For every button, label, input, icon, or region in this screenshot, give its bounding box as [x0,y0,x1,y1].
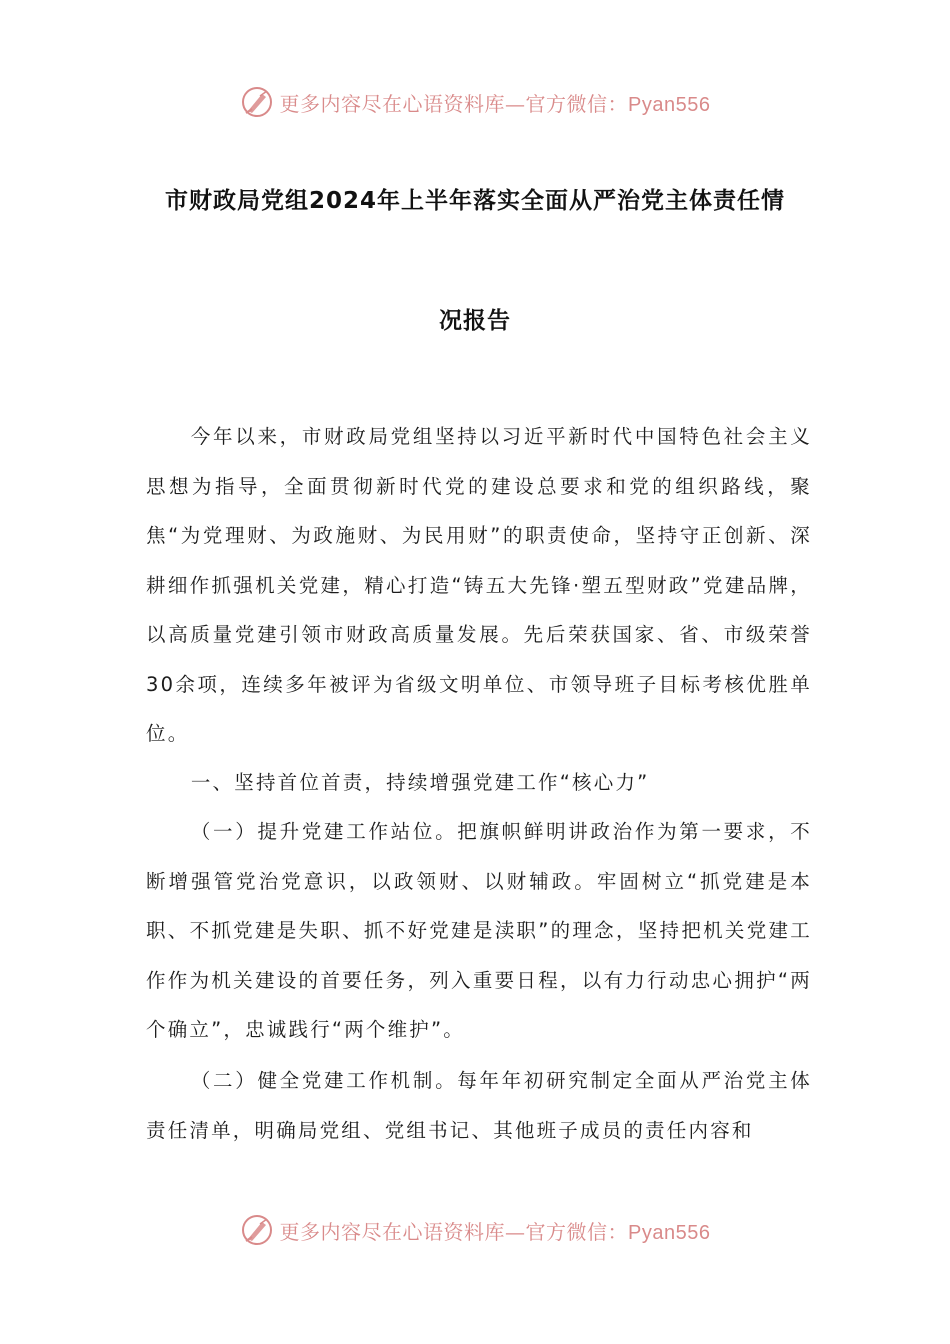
watermark-text: 更多内容尽在心语资料库—官方微信：Pyan556 [279,91,711,116]
document-title-line-1: 市财政局党组2024年上半年落实全面从严治党主体责任情 [164,188,785,214]
watermark-text: 更多内容尽在心语资料库—官方微信：Pyan556 [279,1219,711,1244]
paragraph-1-2: （二）健全党建工作机制。每年年初研究制定全面从严治党主体责任清单，明确局党组、党组书记、其他班子成员的责任内容和 [146,1069,812,1142]
wechat-id: Pyan556 [628,93,711,116]
quill-pen-circle-icon [240,1213,274,1247]
section-heading-1: 一、坚持首位首责，持续增强党建工作“核心力” [190,771,650,794]
footer-watermark-banner [0,1210,950,1250]
quill-pen-circle-icon [240,85,274,119]
document-title-line-2: 况报告 [439,308,511,334]
wechat-id: Pyan556 [628,1221,711,1244]
paragraph-1-1: （一）提升党建工作站位。把旗帜鲜明讲政治作为第一要求，不断增强管党治党意识，以政领财、以财辅政。牢固树立“抓党建是本职、不抓党建是失职、抓不好党建是渎职”的理念，坚持把机关党建工作作为机关建设的首要任务，列入重要日程，以有力行动忠心拥护“两个确立”，忠诚践行“两个维护”。 [146,820,812,1041]
paragraph-intro: 今年以来，市财政局党组坚持以习近平新时代中国特色社会主义思想为指导，全面贯彻新时代党的建设总要求和党的组织路线，聚焦“为党理财、为政施财、为民用财”的职责使命，坚持守正创新、深耕细作抓强机关党建，精心打造“铸五大先锋·塑五型财政”党建品牌，以高质量党建引领市财政高质量发展。先后荣获国家、省、市级荣誉30余项，连续多年被评为省级文明单位、市领导班子目标考核优胜单位。 [146,425,812,745]
header-watermark-banner [0,82,950,122]
